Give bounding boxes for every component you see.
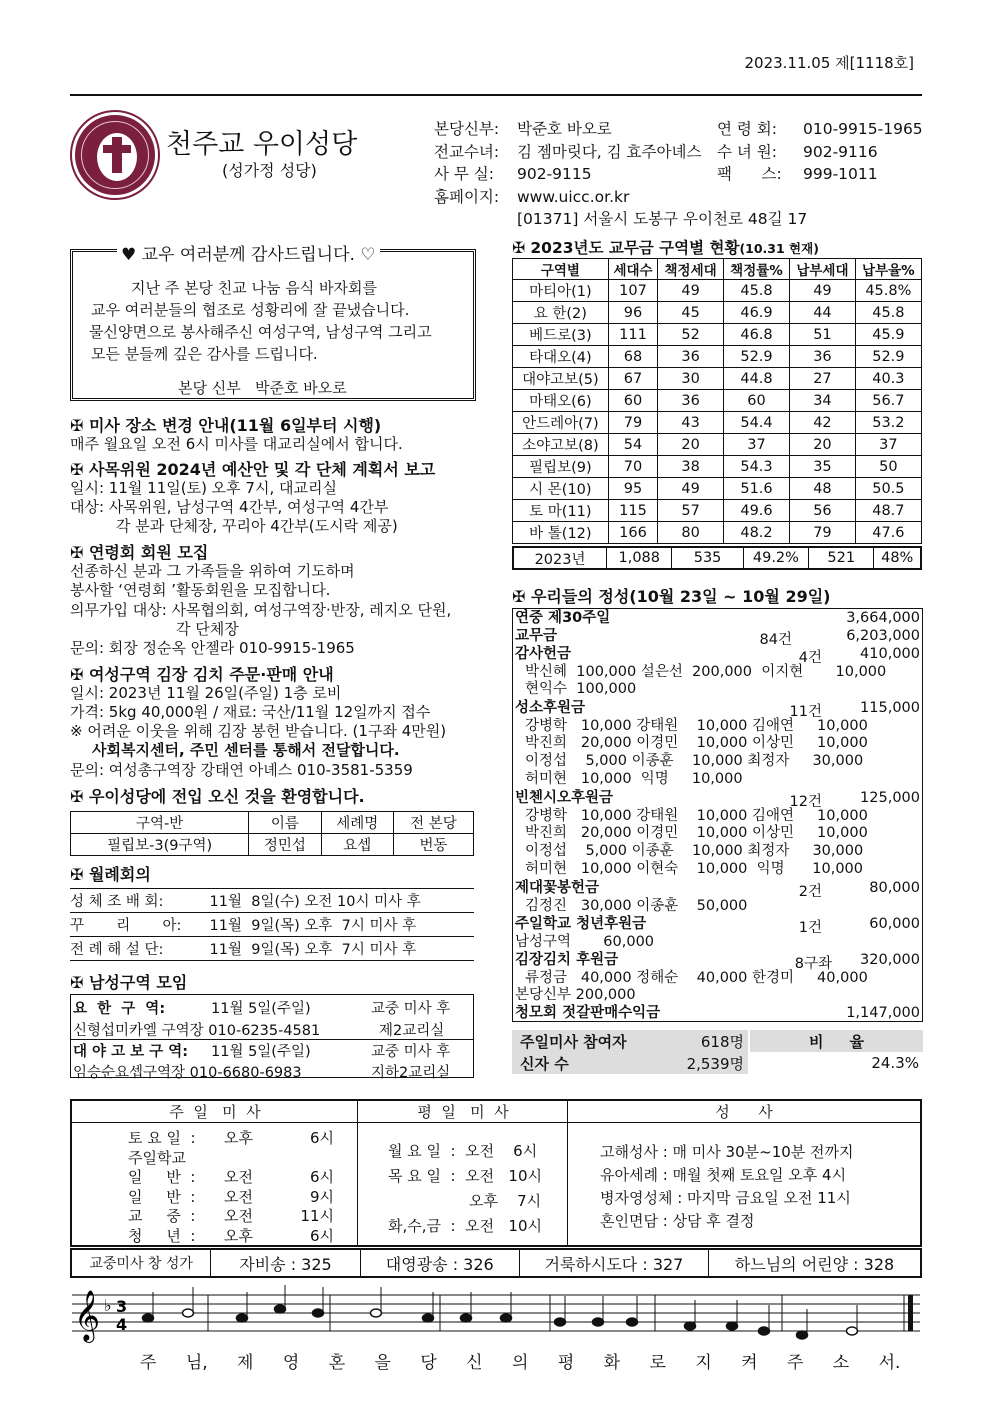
music-note bbox=[423, 1314, 434, 1322]
notice-text: 일시: 2023년 11월 26일(주일) 1층 로비 bbox=[70, 684, 342, 702]
district-cell: 51 bbox=[790, 324, 856, 346]
fax-label: 팩 스: bbox=[717, 165, 782, 183]
welcome-cell: 필립보-3(9구역) bbox=[71, 834, 249, 856]
welcome-table bbox=[70, 811, 474, 856]
district-cell: 52.9 bbox=[855, 346, 921, 368]
district-cell: 마태오(6) bbox=[513, 390, 609, 412]
offer-count: 2건 bbox=[798, 884, 822, 900]
homepage-link[interactable]: www.uicc.or.kr bbox=[517, 187, 630, 206]
district-cell: 115 bbox=[608, 500, 658, 522]
offer-donors: 이정섭 5,000 이종훈 10,000 최정자 30,000 bbox=[525, 753, 864, 769]
offer-donors: 남성구역 60,000 bbox=[515, 934, 655, 950]
district-cell: 바 톨(12) bbox=[513, 522, 609, 544]
hymn-gloria: 대영광송 : 326 bbox=[361, 1250, 520, 1276]
district-cell: 38 bbox=[658, 456, 724, 478]
sunday-mass-header: 주 일 미 사 bbox=[72, 1101, 358, 1123]
notice-text: ※ 어려운 이웃을 위해 김장 봉헌 받습니다. (1구좌 4만원) bbox=[70, 722, 447, 740]
district-cell: 111 bbox=[608, 324, 658, 346]
music-note bbox=[501, 1314, 512, 1322]
notice-text: 사회복지센터, 주민 센터를 통해서 전달합니다. bbox=[92, 741, 400, 759]
notice-title-welcome: ✠ 우이성당에 전입 오신 것을 환영합니다. bbox=[70, 787, 365, 806]
sunday-mass-row: 청 년 : 오후 6시 bbox=[128, 1226, 334, 1245]
offer-amount: 3,664,000 bbox=[846, 610, 920, 626]
district-cell: 68 bbox=[608, 346, 658, 368]
parish-name: 천주교 우이성당 bbox=[166, 129, 358, 160]
district-cell: 20 bbox=[790, 434, 856, 456]
offer-donors: 허미현 10,000 익명 10,000 bbox=[525, 771, 743, 787]
men-leader: 임승순요셉구역장 010-6680-6983 bbox=[73, 1065, 302, 1081]
hymn-label: 교중미사 창 성가 bbox=[72, 1250, 211, 1276]
thanks-line: 물신양면으로 봉사해주신 여성구역, 남성구역 그리고 bbox=[89, 323, 432, 341]
district-title-text: ✠ 2023년도 교무금 구역별 현황 bbox=[512, 239, 740, 257]
district-cell: 시 몬(10) bbox=[513, 478, 609, 500]
district-total-cell: 521 bbox=[809, 548, 874, 568]
men-leader: 신형섭미카엘 구역장 010-6235-4581 bbox=[73, 1023, 321, 1039]
district-cell: 47.6 bbox=[855, 522, 921, 544]
members-value: 2,539명 bbox=[686, 1054, 744, 1073]
thanks-signature: 본당 신부 박준호 바오로 bbox=[178, 379, 347, 397]
offer-donors: 허미현 10,000 이현숙 10,000 익명 10,000 bbox=[525, 861, 864, 877]
sunday-mass-row: 교 중 : 오전 11시 bbox=[128, 1207, 334, 1225]
district-cell: 36 bbox=[790, 346, 856, 368]
district-cell: 52 bbox=[658, 324, 724, 346]
ratio-label: 비 율 bbox=[750, 1030, 923, 1052]
sunday-mass-row: 주일학교 bbox=[128, 1148, 186, 1167]
district-cell: 56 bbox=[790, 500, 856, 522]
music-note bbox=[371, 1309, 382, 1317]
music-note bbox=[143, 1314, 154, 1322]
assoc-label: 연 령 회: bbox=[717, 120, 777, 138]
district-cell: 54.3 bbox=[723, 456, 789, 478]
offer-category: 감사헌금 bbox=[515, 646, 572, 662]
sunday-mass-row: 일 반 : 오전 9시 bbox=[128, 1187, 334, 1206]
offer-donors: 본당신부 200,000 bbox=[515, 987, 636, 1003]
weekday-mass-row: 오후 7시 bbox=[388, 1192, 542, 1210]
offer-donors: 박진희 20,000 이경민 10,000 이상민 10,000 bbox=[525, 825, 868, 841]
notice-text: 가격: 5kg 40,000원 / 재료: 국산/11월 12일까지 접수 bbox=[70, 703, 431, 721]
monthly-table bbox=[70, 888, 474, 961]
attendance-stats bbox=[512, 1030, 923, 1074]
district-cell: 44.8 bbox=[723, 368, 789, 390]
men-group: 대 야 고 보 구 역: bbox=[73, 1044, 189, 1060]
meeting-group: 꾸 리 아: bbox=[70, 913, 210, 937]
weekday-mass-row: 목 요 일 : 오전 10시 bbox=[388, 1167, 542, 1185]
offer-amount: 1,147,000 bbox=[846, 1005, 920, 1021]
district-header: 납부세대 bbox=[790, 259, 856, 280]
district-cell: 95 bbox=[608, 478, 658, 500]
offer-donors: 박진희 20,000 이경민 10,000 이상민 10,000 bbox=[525, 735, 868, 751]
thanks-line: 교우 여러분들의 협조로 성황리에 잘 끝냈습니다. bbox=[91, 301, 410, 319]
offer-donors: 박신혜 100,000 설은선 200,000 이지현 10,000 bbox=[525, 664, 887, 680]
thanks-line: 모든 분들께 깊은 감사를 드립니다. bbox=[91, 345, 318, 363]
district-cell: 70 bbox=[608, 456, 658, 478]
district-cell: 45.8 bbox=[723, 280, 789, 302]
district-total-row bbox=[512, 546, 922, 570]
welcome-cell: 요셉 bbox=[321, 834, 393, 856]
district-cell: 40.3 bbox=[855, 368, 921, 390]
district-cell: 44 bbox=[790, 302, 856, 324]
district-cell: 49 bbox=[658, 280, 724, 302]
district-cell: 43 bbox=[658, 412, 724, 434]
sunday-mass-row: 일 반 : 오전 6시 bbox=[128, 1168, 334, 1186]
offer-amount: 410,000 bbox=[860, 646, 920, 662]
district-header: 책정세대 bbox=[658, 259, 724, 280]
thanks-title: ♥ 교우 여러분께 감사드립니다. ♡ bbox=[117, 240, 380, 265]
district-cell: 96 bbox=[608, 302, 658, 324]
meeting-group: 전 례 해 설 단: bbox=[70, 937, 210, 961]
convent-label: 수 녀 원: bbox=[717, 142, 777, 161]
assoc-value: 010-9915-1965 bbox=[803, 120, 923, 138]
district-cell: 48 bbox=[790, 478, 856, 500]
offer-amount: 125,000 bbox=[860, 790, 920, 806]
offer-donors: 김정진 30,000 이종훈 50,000 bbox=[525, 898, 748, 914]
mass-schedule bbox=[70, 1099, 922, 1247]
music-note bbox=[593, 1318, 604, 1326]
notice-text: 문의: 회장 정순옥 안젤라 010-9915-1965 bbox=[70, 639, 355, 657]
offer-count: 84건 bbox=[759, 632, 792, 648]
district-cell: 60 bbox=[723, 390, 789, 412]
issue-number: 2023.11.05 제[1118호] bbox=[744, 54, 914, 72]
offer-amount: 320,000 bbox=[860, 952, 920, 968]
district-cell: 20 bbox=[658, 434, 724, 456]
music-note bbox=[183, 1309, 194, 1317]
music-note bbox=[313, 1309, 324, 1317]
district-cell: 79 bbox=[790, 522, 856, 544]
notice-title-recruit: ✠ 연령회 회원 모집 bbox=[70, 543, 209, 562]
music-note bbox=[627, 1318, 638, 1326]
offer-count: 8구좌 bbox=[794, 956, 832, 972]
district-cell: 45.9 bbox=[855, 324, 921, 346]
sacrament-row: 고해성사 : 매 미사 30분~10분 전까지 bbox=[600, 1143, 854, 1161]
hymn-agnus-dei: 하느님의 어린양 : 328 bbox=[734, 1254, 895, 1274]
thanks-line: 지난 주 본당 친교 나눔 음식 바자회를 bbox=[131, 279, 377, 297]
district-cell: 37 bbox=[723, 434, 789, 456]
district-total-cell: 48% bbox=[881, 550, 914, 566]
offer-amount: 115,000 bbox=[860, 700, 920, 716]
men-meetings bbox=[70, 994, 474, 1081]
music-note bbox=[237, 1314, 248, 1322]
district-total-cell: 1,088 bbox=[607, 548, 672, 568]
music-note bbox=[555, 1318, 566, 1326]
district-cell: 49.6 bbox=[723, 500, 789, 522]
nun-value: 김 젬마릿다, 김 효주아녜스 bbox=[517, 142, 702, 161]
members-label: 신자 수 bbox=[512, 1052, 748, 1074]
convent-value: 902-9116 bbox=[803, 142, 878, 161]
thanks-box bbox=[70, 245, 476, 401]
district-cell: 34 bbox=[790, 390, 856, 412]
header-rule bbox=[70, 94, 922, 96]
district-cell: 166 bbox=[608, 522, 658, 544]
weekday-mass-row: 월 요 일 : 오전 6시 bbox=[388, 1142, 538, 1160]
offer-category: 연중 제30주일 bbox=[515, 610, 611, 626]
district-cell: 37 bbox=[855, 434, 921, 456]
notice-text: 대상: 사목위원, 남성구역 4간부, 여성구역 4간부 bbox=[70, 498, 389, 516]
notice-title-mass-location: ✠ 미사 장소 변경 안내(11월 6일부터 시행) bbox=[70, 416, 382, 435]
district-cell: 52.9 bbox=[723, 346, 789, 368]
music-note bbox=[847, 1327, 858, 1335]
sunday-mass-row: 토 요 일 : 오후 6시 bbox=[128, 1129, 334, 1147]
music-note bbox=[275, 1305, 286, 1313]
notice-title-men: ✠ 남성구역 모임 bbox=[70, 973, 188, 992]
district-cell: 56.7 bbox=[855, 390, 921, 412]
pastor-label: 본당신부: bbox=[434, 120, 500, 138]
homepage-label: 홈페이지: bbox=[434, 187, 500, 206]
district-cell: 48.2 bbox=[723, 522, 789, 544]
meeting-time: 11월 8일(수) 오전 10시 미사 후 bbox=[210, 889, 474, 913]
offer-category: 주일학교 청년후원금 bbox=[515, 916, 647, 932]
meeting-time: 11월 9일(목) 오후 7시 미사 후 bbox=[210, 913, 474, 937]
time-signature: 4 bbox=[116, 1315, 128, 1334]
treble-clef-icon: 𝄞 bbox=[74, 1290, 101, 1341]
district-cell: 49 bbox=[790, 280, 856, 302]
offer-category: 빈첸시오후원금 bbox=[515, 790, 614, 806]
music-note bbox=[727, 1322, 738, 1330]
district-cell: 36 bbox=[658, 390, 724, 412]
offering-list bbox=[512, 608, 923, 1022]
men-time: 교중 미사 후 bbox=[371, 1001, 451, 1017]
offer-donors: 현익수 100,000 bbox=[525, 681, 637, 697]
district-cell: 45 bbox=[658, 302, 724, 324]
district-title bbox=[512, 236, 819, 258]
district-cell: 46.9 bbox=[723, 302, 789, 324]
district-cell: 36 bbox=[658, 346, 724, 368]
notice-text: 의무가입 대상: 사목협의회, 여성구역장·반장, 레지오 단원, bbox=[70, 601, 452, 619]
offer-amount: 80,000 bbox=[869, 880, 920, 896]
district-cell: 57 bbox=[658, 500, 724, 522]
meeting-time: 11월 9일(목) 오후 7시 미사 후 bbox=[210, 937, 474, 961]
district-cell: 46.8 bbox=[723, 324, 789, 346]
hymn-kyrie: 자비송 : 325 bbox=[211, 1250, 360, 1276]
district-cell: 35 bbox=[790, 456, 856, 478]
parish-info bbox=[434, 118, 923, 231]
district-cell: 107 bbox=[608, 280, 658, 302]
music-note bbox=[461, 1314, 472, 1322]
notice-text: 각 단체장 bbox=[176, 620, 239, 638]
sacrament-row: 병자영성체 : 마지막 금요일 오전 11시 bbox=[600, 1189, 851, 1207]
notice-text: 각 분과 단체장, 꾸리아 4간부(도시락 제공) bbox=[116, 517, 398, 535]
welcome-header: 이름 bbox=[249, 812, 321, 834]
weekday-mass-row: 화,수,금 : 오전 10시 bbox=[388, 1217, 542, 1235]
welcome-header: 세례명 bbox=[321, 812, 393, 834]
offer-donors: 강병학 10,000 강태원 10,000 김애연 10,000 bbox=[525, 808, 868, 824]
sacrament-header: 성 사 bbox=[568, 1101, 920, 1123]
district-cell: 소야고보(8) bbox=[513, 434, 609, 456]
district-cell: 필립보(9) bbox=[513, 456, 609, 478]
district-cell: 80 bbox=[658, 522, 724, 544]
meeting-group: 성 체 조 배 회: bbox=[70, 889, 210, 913]
district-cell: 요 한(2) bbox=[513, 302, 609, 324]
district-cell: 45.8% bbox=[855, 280, 921, 302]
office-label: 사 무 실: bbox=[434, 165, 494, 183]
district-cell: 50.5 bbox=[855, 478, 921, 500]
district-cell: 54.4 bbox=[723, 412, 789, 434]
district-total-cell: 49.2% bbox=[744, 548, 809, 568]
hymn-lyrics: 주 님, 제 영 혼 을 당 신 의 평 화 로 지 켜 주 소 서. bbox=[140, 1353, 901, 1373]
pastor-value: 박준호 바오로 bbox=[517, 120, 612, 138]
men-date: 11월 5일(주일) bbox=[211, 1001, 311, 1017]
district-cell: 45.8 bbox=[855, 302, 921, 324]
men-time: 교중 미사 후 bbox=[371, 1044, 451, 1060]
notice-text: 일시: 11월 11일(토) 오후 7시, 대교리실 bbox=[70, 479, 337, 497]
district-table bbox=[512, 258, 922, 544]
offering-title: ✠ 우리들의 정성(10월 23일 ~ 10월 29일) bbox=[512, 587, 831, 606]
offer-donors: 류정금 40,000 정해순 40,000 한경미 40,000 bbox=[525, 970, 868, 986]
notice-text: 매주 월요일 오전 6시 미사를 대교리실에서 합니다. bbox=[70, 435, 403, 453]
notice-title-monthly: ✠ 월례회의 bbox=[70, 865, 151, 884]
offer-amount: 6,203,000 bbox=[846, 628, 920, 644]
nun-label: 전교수녀: bbox=[434, 142, 500, 161]
district-cell: 49 bbox=[658, 478, 724, 500]
music-staff bbox=[70, 1285, 922, 1345]
district-cell: 안드레아(7) bbox=[513, 412, 609, 434]
district-title-note: (10.31 현재) bbox=[739, 241, 819, 256]
music-note bbox=[759, 1327, 770, 1335]
attendance-value: 618명 bbox=[700, 1032, 744, 1051]
district-header: 책정률% bbox=[723, 259, 789, 280]
welcome-header: 전 본당 bbox=[393, 812, 473, 834]
time-signature: 3 bbox=[116, 1297, 128, 1316]
offer-category: 교무금 bbox=[515, 628, 558, 644]
men-room: 제2교리실 bbox=[379, 1023, 445, 1039]
fax-value: 999-1011 bbox=[803, 165, 878, 183]
district-cell: 27 bbox=[790, 368, 856, 390]
parish-logo-icon bbox=[72, 112, 158, 198]
sacrament-row: 혼인면담 : 상담 후 결정 bbox=[600, 1212, 755, 1230]
district-cell: 51.6 bbox=[723, 478, 789, 500]
notice-text: 문의: 여성총구역장 강태연 아녜스 010-3581-5359 bbox=[70, 761, 413, 779]
offer-amount: 60,000 bbox=[869, 916, 920, 932]
district-total-cell: 2023년 bbox=[514, 548, 607, 568]
men-group: 요 한 구 역: bbox=[73, 1001, 166, 1017]
district-total-cell: 535 bbox=[672, 548, 743, 568]
district-cell: 54 bbox=[608, 434, 658, 456]
district-cell: 대야고보(5) bbox=[513, 368, 609, 390]
sacrament-row: 유아세례 : 매월 첫째 토요일 오후 4시 bbox=[600, 1166, 847, 1184]
offer-count: 1건 bbox=[798, 920, 822, 936]
welcome-header: 구역-반 bbox=[71, 812, 249, 834]
district-cell: 79 bbox=[608, 412, 658, 434]
men-date: 11월 5일(주일) bbox=[211, 1044, 311, 1060]
offer-category: 김장김치 후원금 bbox=[515, 952, 619, 968]
notice-text: 봉사할 ‘연령회 ’활동회원을 모집합니다. bbox=[70, 581, 331, 599]
offer-category: 청모회 젓갈판매수익금 bbox=[515, 1005, 661, 1021]
offer-count: 12건 bbox=[789, 794, 822, 810]
district-header: 구역별 bbox=[513, 259, 609, 280]
district-cell: 타대오(4) bbox=[513, 346, 609, 368]
men-room: 지하2교리실 bbox=[371, 1065, 451, 1081]
hymn-bar bbox=[70, 1248, 922, 1278]
notice-title-kimchi: ✠ 여성구역 김장 김치 주문·판매 안내 bbox=[70, 665, 334, 684]
district-header: 납부율% bbox=[855, 259, 921, 280]
district-header: 세대수 bbox=[608, 259, 658, 280]
offer-donors: 이정섭 5,000 이종훈 10,000 최정자 30,000 bbox=[525, 843, 864, 859]
offer-donors: 강병학 10,000 강태원 10,000 김애연 10,000 bbox=[525, 718, 868, 734]
parish-subtitle: (성가정 성당) bbox=[222, 161, 317, 180]
district-cell: 마티아(1) bbox=[513, 280, 609, 302]
offer-category: 제대꽃봉헌금 bbox=[515, 880, 600, 896]
attendance-label: 주일미사 참여자 bbox=[512, 1030, 748, 1052]
welcome-cell: 번동 bbox=[393, 834, 473, 856]
district-cell: 30 bbox=[658, 368, 724, 390]
weekday-mass-header: 평 일 미 사 bbox=[358, 1101, 568, 1123]
offer-count: 11건 bbox=[789, 704, 822, 720]
district-cell: 48.7 bbox=[855, 500, 921, 522]
district-cell: 53.2 bbox=[855, 412, 921, 434]
district-cell: 베드로(3) bbox=[513, 324, 609, 346]
office-value: 902-9115 bbox=[517, 165, 592, 183]
hymn-sanctus: 거룩하시도다 : 327 bbox=[520, 1250, 709, 1276]
welcome-cell: 정민섭 bbox=[249, 834, 321, 856]
notice-title-budget: ✠ 사목위원 2024년 예산안 및 각 단체 계획서 보고 bbox=[70, 460, 436, 479]
district-cell: 50 bbox=[855, 456, 921, 478]
offer-count: 4건 bbox=[798, 650, 822, 666]
music-note bbox=[797, 1331, 808, 1339]
address: [01371] 서울시 도봉구 우이천로 48길 17 bbox=[517, 210, 808, 228]
district-cell: 42 bbox=[790, 412, 856, 434]
music-note bbox=[685, 1322, 696, 1330]
district-cell: 토 마(11) bbox=[513, 500, 609, 522]
flat-icon: ♭ bbox=[104, 1296, 112, 1315]
district-cell: 67 bbox=[608, 368, 658, 390]
offer-category: 성소후원금 bbox=[515, 700, 586, 716]
ratio-value: 24.3% bbox=[871, 1054, 919, 1072]
notice-text: 선종하신 분과 그 가족들을 위하여 기도하며 bbox=[70, 562, 355, 580]
district-cell: 60 bbox=[608, 390, 658, 412]
